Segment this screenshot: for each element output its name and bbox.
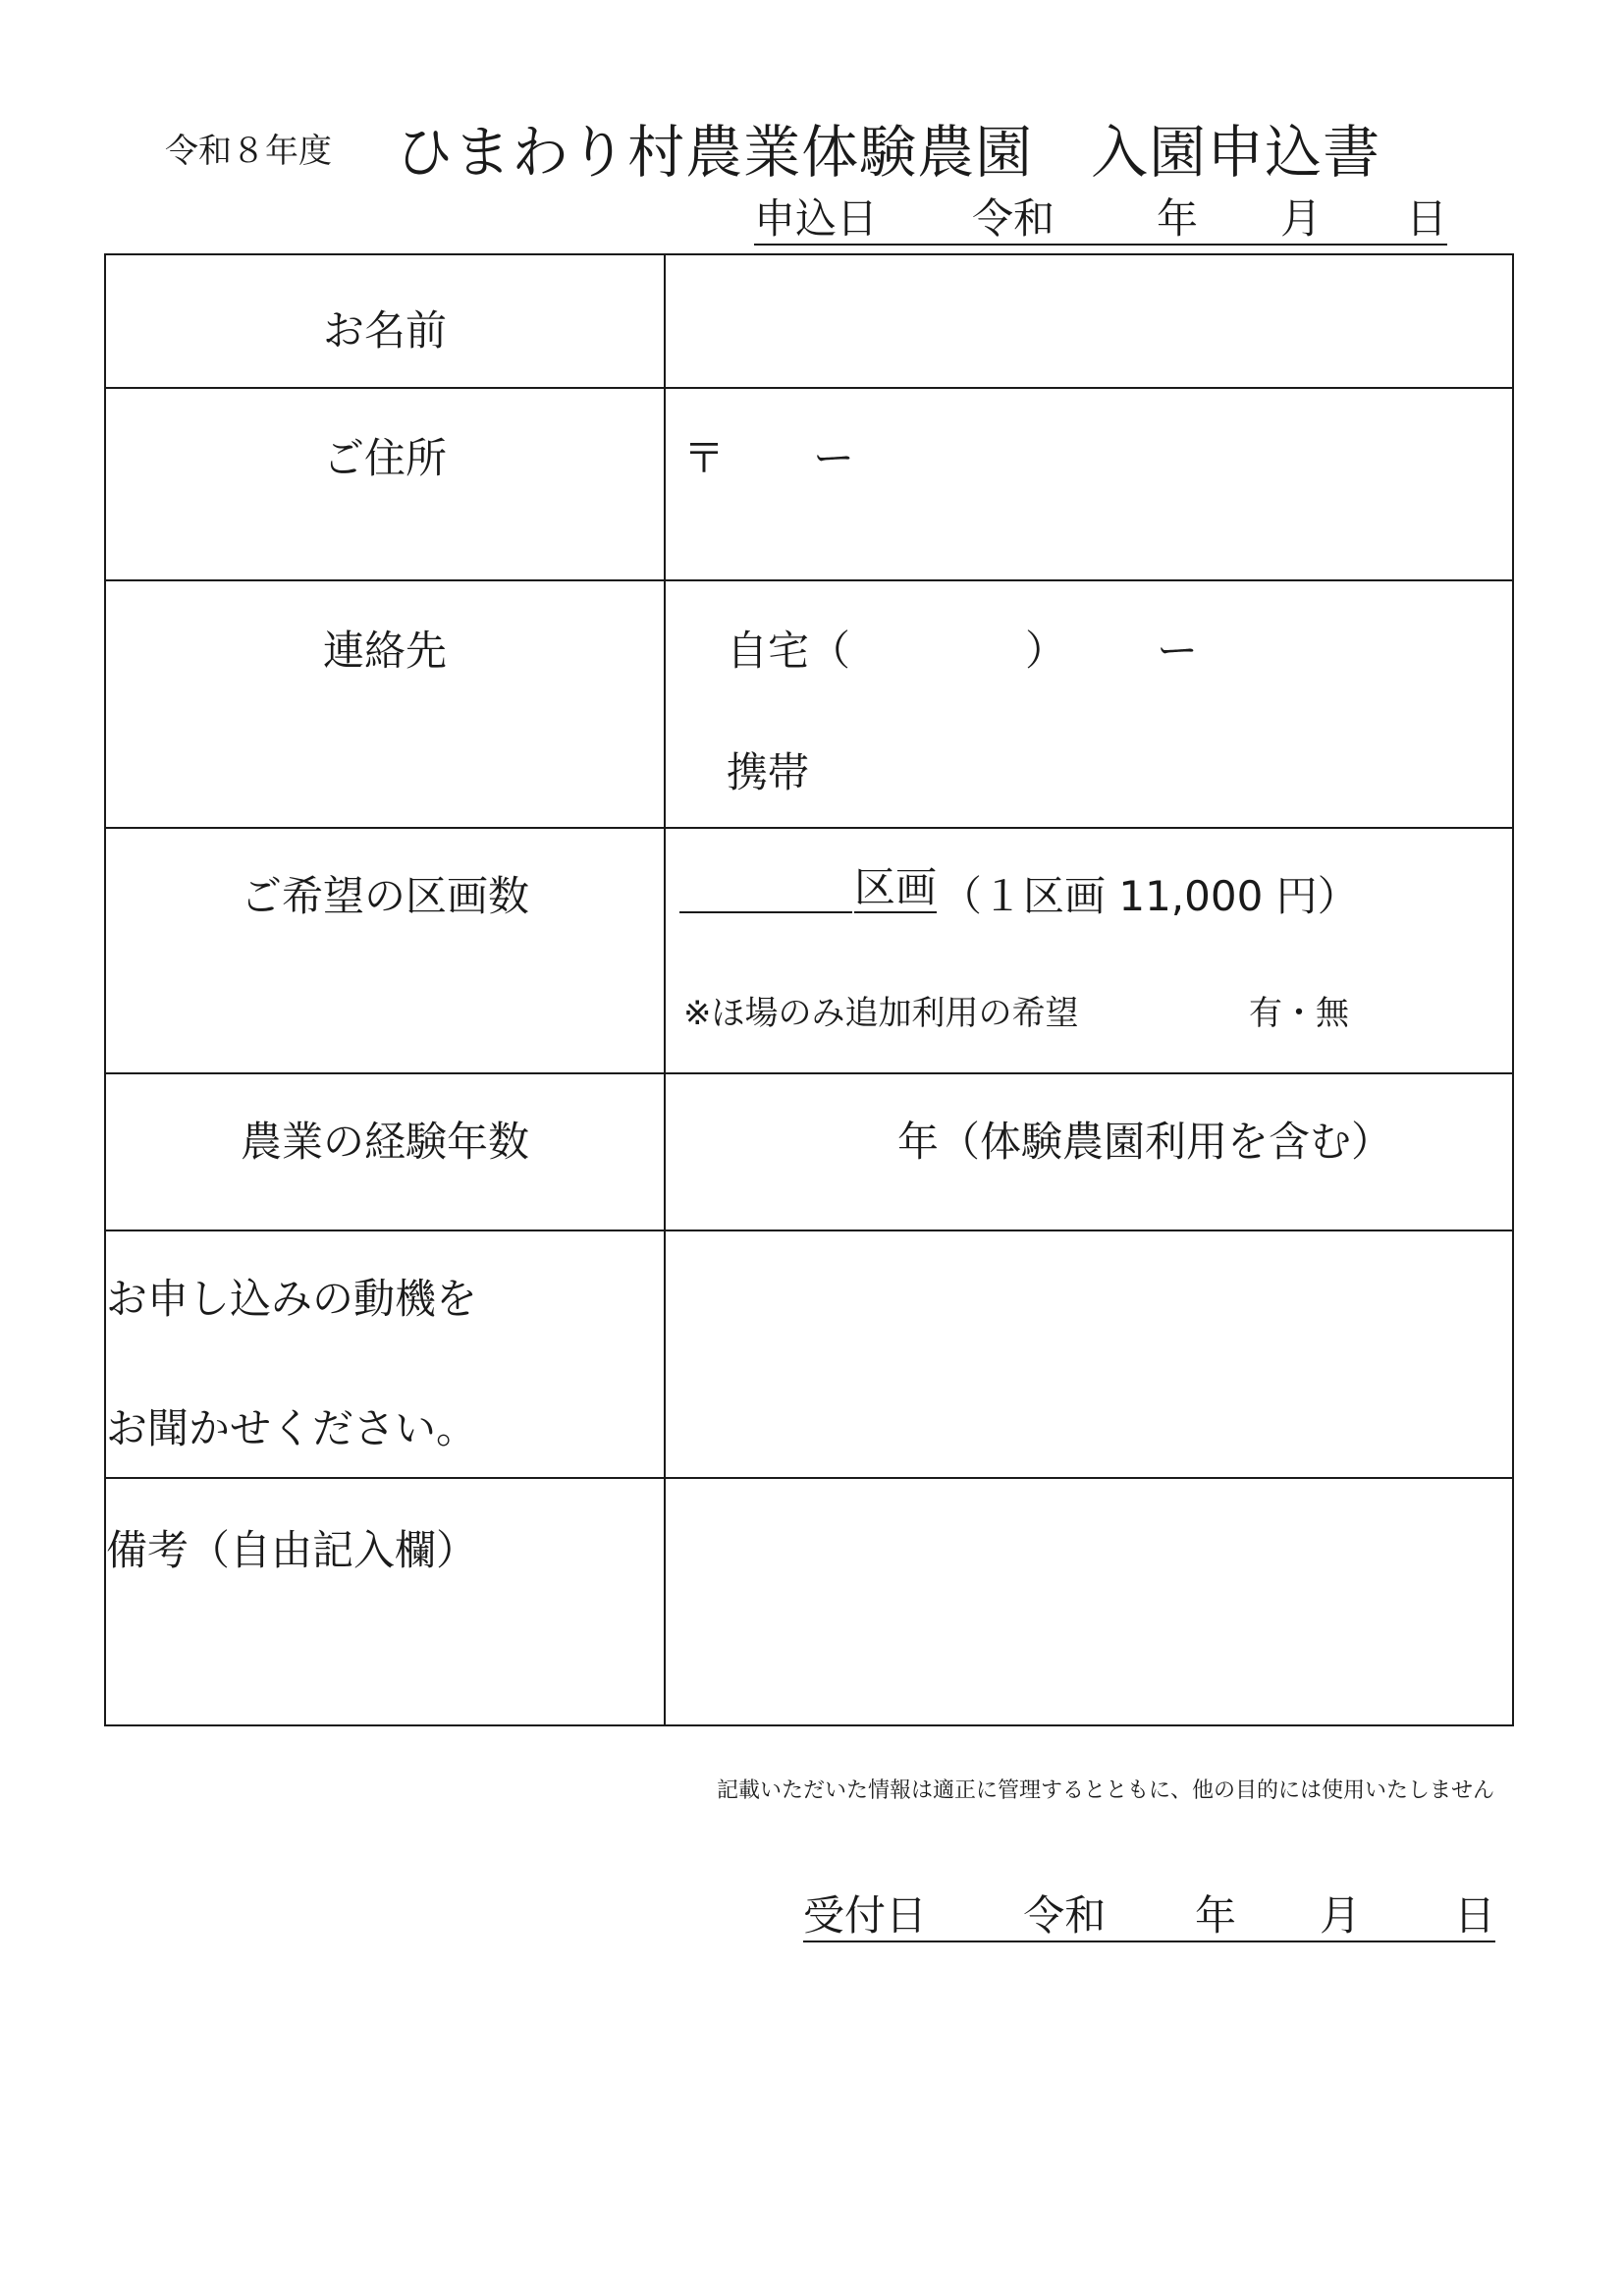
plots-label: ご希望の区画数 — [240, 872, 529, 920]
receipt-date-year: 年 — [1194, 1891, 1236, 1940]
contact-row — [105, 580, 1513, 828]
plot-price-note: （１区画 11,000 円） — [941, 872, 1359, 920]
experience-note: 年（体験農園利用を含む） — [897, 1118, 1393, 1166]
contact-label: 連絡先 — [322, 627, 447, 675]
address-field[interactable] — [665, 388, 1513, 580]
remarks-label-cell — [105, 1478, 665, 1725]
remarks-field[interactable] — [665, 1478, 1513, 1725]
plot-count-blank[interactable] — [679, 911, 852, 913]
receipt-date-era: 令和 — [1023, 1891, 1107, 1940]
postal-mark: 〒 — [683, 434, 726, 482]
mobile-phone-label: 携帯 — [727, 748, 810, 796]
application-date-label: 申込日 — [754, 194, 879, 243]
motive-label-cell — [105, 1230, 665, 1478]
motive-field[interactable] — [665, 1230, 1513, 1478]
application-date-line[interactable] — [754, 194, 1447, 246]
application-form-table — [104, 253, 1514, 1726]
fiscal-year: 令和８年度 — [165, 131, 332, 171]
home-phone-close-paren: ） — [1025, 627, 1067, 675]
address-label: ご住所 — [322, 434, 447, 482]
experience-label-cell — [105, 1073, 665, 1230]
application-date-era: 令和 — [972, 194, 1055, 243]
receipt-date-line[interactable] — [803, 1891, 1495, 1942]
name-field[interactable] — [665, 254, 1513, 388]
application-date-day: 日 — [1406, 194, 1448, 243]
remarks-row — [105, 1478, 1513, 1725]
contact-field[interactable] — [665, 580, 1513, 828]
home-phone-dash: ー — [1157, 627, 1199, 675]
plots-field[interactable] — [665, 828, 1513, 1073]
address-row — [105, 388, 1513, 580]
postal-code-dash: ー — [813, 434, 855, 482]
plots-row — [105, 828, 1513, 1073]
home-phone-label: 自宅（ — [727, 627, 851, 675]
motive-label-line1: お申し込みの動機を — [106, 1275, 478, 1323]
remarks-label: 備考（自由記入欄） — [106, 1526, 478, 1574]
contact-label-cell — [105, 580, 665, 828]
name-row — [105, 254, 1513, 388]
application-date-month: 月 — [1280, 194, 1323, 243]
plots-label-cell — [105, 828, 665, 1073]
receipt-date-month: 月 — [1320, 1891, 1362, 1940]
experience-label: 農業の経験年数 — [240, 1118, 529, 1166]
extra-use-choice[interactable]: 有・無 — [1249, 994, 1349, 1033]
address-label-cell — [105, 388, 665, 580]
experience-row — [105, 1073, 1513, 1230]
extra-use-note: ※ほ場のみ追加利用の希望 — [683, 994, 1079, 1033]
plot-unit: 区画 — [854, 863, 938, 911]
form-title: ひまわり村農業体験農園 入園申込書 — [396, 119, 1381, 186]
form-header — [165, 106, 1380, 189]
receipt-date-day: 日 — [1453, 1891, 1495, 1940]
application-date-year: 年 — [1157, 194, 1199, 243]
experience-field[interactable] — [665, 1073, 1513, 1230]
name-label-cell — [105, 254, 665, 388]
motive-label-line2: お聞かせください。 — [106, 1404, 478, 1452]
name-label: お名前 — [322, 306, 447, 355]
privacy-note: 記載いただいた情報は適正に管理するとともに、他の目的には使用いたしません — [717, 1778, 1495, 1803]
receipt-date-label: 受付日 — [803, 1891, 928, 1940]
motive-row — [105, 1230, 1513, 1478]
